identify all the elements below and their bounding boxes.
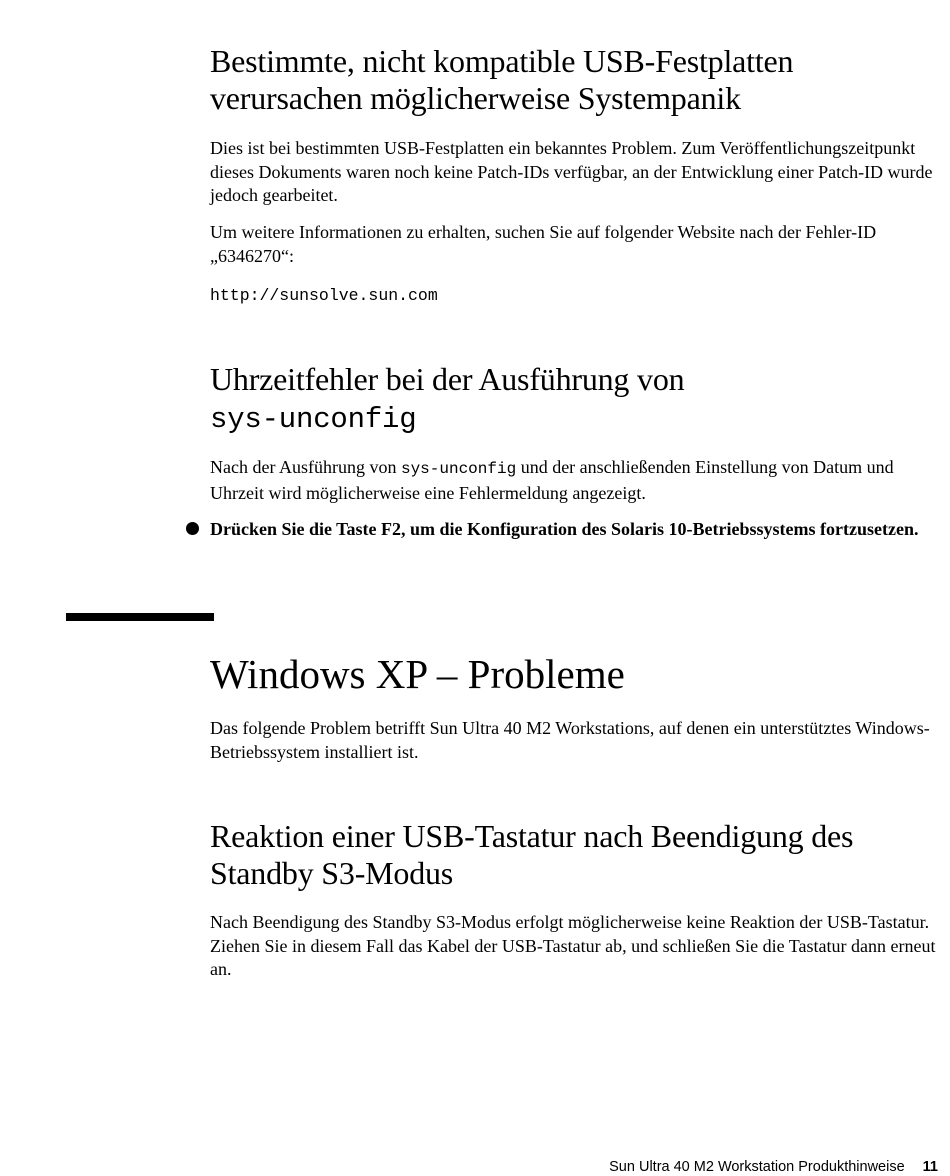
section-heading-usb-keyboard: Reaktion einer USB-Tastatur nach Beendigung des Standby S3-Modus	[210, 818, 854, 891]
paragraph-usb-disks-problem: Dies ist bei bestimmten USB-Festplatten ein bekanntes Problem. Zum Veröffentlichungszeitpunkt dieses Dokuments waren noch keine Patch-IDs verfügbar, an der Entwicklung einer Patch-ID wurde jedoch gearbeitet.	[210, 138, 933, 205]
chapter-heading-windows-xp: Windows XP – Probleme	[210, 651, 625, 697]
paragraph-usb-disks-info: Um weitere Informationen zu erhalten, suchen Sie auf folgender Website nach der Fehler-ID „6346270“:	[210, 222, 877, 266]
para-text-before: Nach der Ausführung von	[210, 457, 397, 477]
section-heading-sys-unconfig	[210, 361, 940, 438]
heading-code: sys-unconfig	[210, 403, 417, 436]
bullet-icon	[186, 522, 199, 535]
sunsolve-url: http://sunsolve.sun.com	[210, 286, 438, 305]
section-heading-usb-disks: Bestimmte, nicht kompatible USB-Festplatten verursachen möglicherweise Systempanik	[210, 43, 794, 116]
para-text-after: und der anschließenden Einstellung von Datum und Uhrzeit wird möglicherweise eine Fehlermeldung angezeigt.	[210, 457, 894, 503]
paragraph-sys-unconfig	[210, 456, 940, 505]
para-code: sys-unconfig	[400, 460, 517, 478]
page-number: 11	[922, 1159, 938, 1175]
chapter-rule	[66, 613, 214, 621]
instruction-step: Drücken Sie die Taste F2, um die Konfiguration des Solaris 10-Betriebssystems fortzusetzen.	[210, 519, 919, 539]
paragraph-windows-xp: Das folgende Problem betrifft Sun Ultra 40 M2 Workstations, auf denen ein unterstütztes Windows-Betriebssystem installiert ist.	[210, 718, 930, 762]
page-footer	[0, 1158, 938, 1176]
paragraph-usb-keyboard: Nach Beendigung des Standby S3-Modus erfolgt möglicherweise keine Reaktion der USB-Tastatur. Ziehen Sie in diesem Fall das Kabel der USB-Tastatur ab, und schließen Sie die Tastatur dann erneut an.	[210, 912, 936, 979]
heading-text: Uhrzeitfehler bei der Ausführung von	[210, 361, 685, 397]
footer-title: Sun Ultra 40 M2 Workstation Produkthinweise	[609, 1159, 905, 1175]
